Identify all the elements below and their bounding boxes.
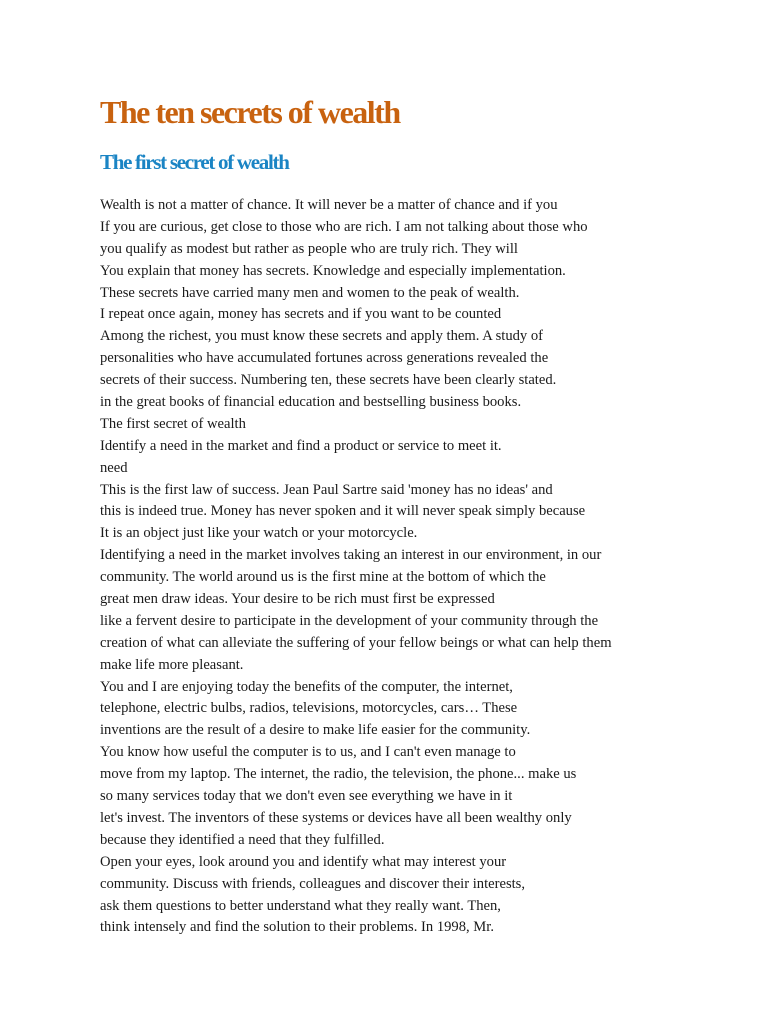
body-text: [100, 195, 740, 939]
text-line: you qualify as modest but rather as people who are truly rich. They will: [100, 240, 518, 257]
text-line: personalities who have accumulated fortunes across generations revealed the: [100, 350, 549, 367]
text-line: I repeat once again, money has secrets and if you want to be counted: [100, 306, 502, 323]
text-line: ask them questions to better understand what they really want. Then,: [100, 897, 501, 914]
text-line: You know how useful the computer is to us, and I can't even manage to: [100, 744, 516, 761]
text-line: community. Discuss with friends, colleagues and discover their interests,: [100, 875, 526, 892]
text-line: like a fervent desire to participate in the development of your community through the: [100, 612, 599, 629]
text-line: in the great books of financial education and bestselling business books.: [100, 394, 522, 411]
text-line: secrets of their success. Numbering ten, these secrets have been clearly stated.: [100, 372, 557, 389]
text-line: inventions are the result of a desire to make life easier for the community.: [100, 722, 531, 739]
text-line: community. The world around us is the first mine at the bottom of which the: [100, 569, 546, 586]
text-line: Wealth is not a matter of chance. It will never be a matter of chance and if you: [100, 197, 558, 213]
text-line: because they identified a need that they fulfilled.: [100, 831, 385, 848]
text-line: Identifying a need in the market involves taking an interest in our environment, in our: [100, 547, 602, 564]
text-line: creation of what can alleviate the suffering of your fellow beings or what can help them: [100, 634, 612, 651]
text-line: Identify a need in the market and find a product or service to meet it.: [100, 437, 502, 454]
text-line: need: [100, 459, 128, 476]
text-line: This is the first law of success. Jean Paul Sartre said 'money has no ideas' and: [100, 481, 553, 498]
text-line: move from my laptop. The internet, the radio, the television, the phone... make us: [100, 766, 577, 783]
text-line: think intensely and find the solution to their problems. In 1998, Mr.: [100, 919, 494, 936]
text-line: Among the richest, you must know these secrets and apply them. A study of: [100, 328, 544, 345]
text-line: If you are curious, get close to those who are rich. I am not talking about those who: [100, 218, 588, 235]
text-line: It is an object just like your watch or your motorcycle.: [100, 525, 418, 542]
text-line: These secrets have carried many men and women to the peak of wealth.: [100, 284, 520, 301]
text-line: telephone, electric bulbs, radios, televisions, motorcycles, cars… These: [100, 700, 518, 717]
text-line: You explain that money has secrets. Knowledge and especially implementation.: [100, 262, 566, 279]
text-line: Open your eyes, look around you and identify what may interest your: [100, 853, 507, 870]
text-line: let's invest. The inventors of these systems or devices have all been wealthy only: [100, 809, 572, 826]
section-heading: The first secret of wealth: [100, 150, 289, 174]
document-title: The ten secrets of wealth: [100, 94, 400, 130]
text-line: make life more pleasant.: [100, 656, 244, 673]
text-line: You and I are enjoying today the benefits of the computer, the internet,: [100, 678, 513, 695]
text-line: so many services today that we don't even see everything we have in it: [100, 788, 513, 805]
text-line: The first secret of wealth: [100, 415, 246, 432]
text-line: this is indeed true. Money has never spoken and it will never speak simply because: [100, 503, 586, 520]
text-line: great men draw ideas. Your desire to be rich must first be expressed: [100, 591, 495, 608]
